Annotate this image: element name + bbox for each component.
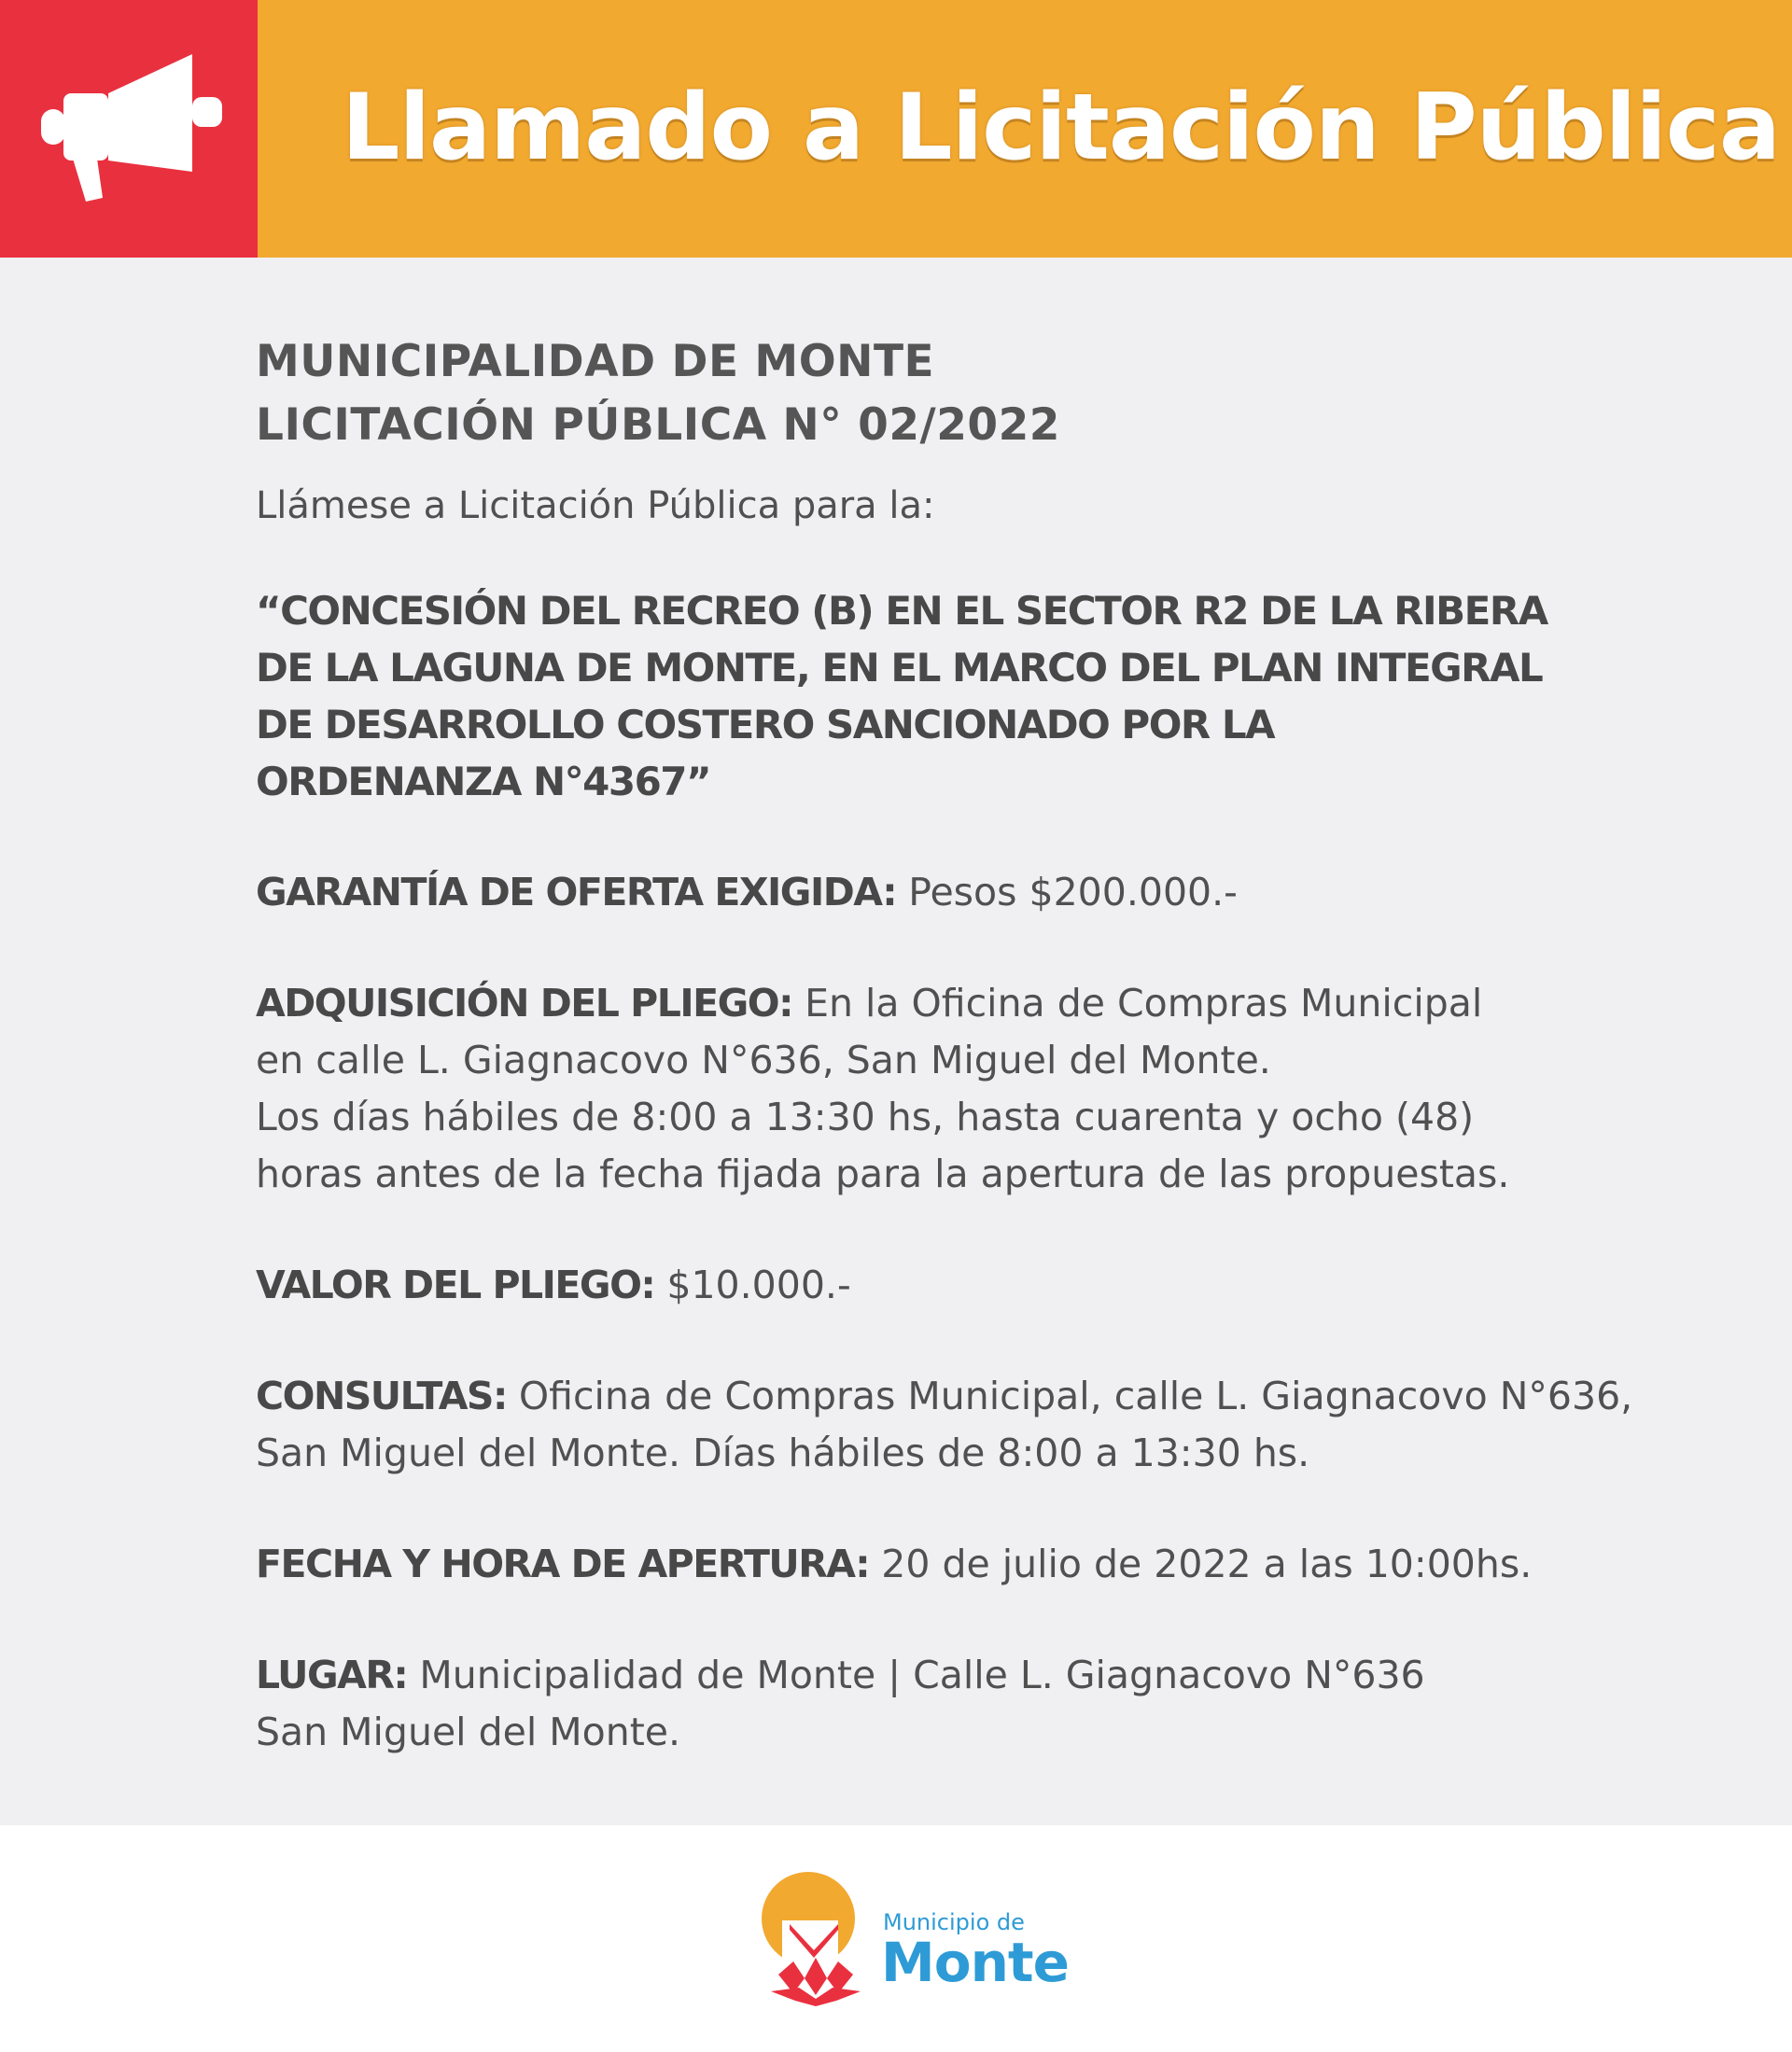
acquisition-line: horas antes de la fecha fijada para la apertura de las propuestas. — [256, 1152, 1510, 1196]
queries-label: CONSULTAS: — [256, 1374, 507, 1418]
guarantee-value: Pesos $200.000.- — [908, 870, 1238, 914]
opening-label: FECHA Y HORA DE APERTURA: — [256, 1542, 870, 1586]
heading-tender-number: LICITACIÓN PÚBLICA N° 02/2022 — [256, 399, 1061, 451]
heading-municipality: MUNICIPALIDAD DE MONTE — [256, 336, 935, 387]
queries-line: San Miguel del Monte. Días hábiles de 8:00 a 13:30 hs. — [256, 1431, 1310, 1475]
title-bar — [258, 0, 1792, 258]
acquisition-text: En la Oficina de Compras Municipal — [805, 981, 1483, 1026]
notice-content — [256, 330, 1674, 1761]
opening-value: 20 de julio de 2022 a las 10:00hs. — [881, 1542, 1533, 1586]
queries-section — [256, 1368, 1674, 1482]
notice-heading — [256, 330, 1674, 457]
acquisition-line: en calle L. Giagnacovo N°636, San Miguel del Monte. — [256, 1038, 1271, 1082]
acquisition-line — [256, 975, 1674, 1032]
object-line: “CONCESIÓN DEL RECREO (B) EN EL SECTOR R2 DE LA RIBERA — [256, 588, 1547, 634]
municipio-logo — [762, 1872, 1088, 2021]
footer — [0, 1825, 1792, 2052]
queries-line — [256, 1368, 1674, 1425]
logo-mark-icon — [762, 1872, 883, 2021]
acquisition-line: Los días hábiles de 8:00 a 13:30 hs, hasta cuarenta y ocho (48) — [256, 1095, 1475, 1139]
page-title: Llamado a Licitación Pública — [342, 75, 1781, 181]
object-line: DE DESARROLLO COSTERO SANCIONADO POR LA — [256, 702, 1275, 747]
opening-section — [256, 1536, 1674, 1593]
guarantee-label: GARANTÍA DE OFERTA EXIGIDA: — [256, 870, 897, 914]
logo-text-small: Municipio de — [883, 1909, 1025, 1935]
tender-object — [256, 582, 1674, 810]
place-text: Municipalidad de Monte | Calle L. Giagnacovo N°636 — [419, 1653, 1425, 1697]
logo-text-big: Monte — [881, 1931, 1069, 1994]
place-line — [256, 1647, 1674, 1704]
price-value: $10.000.- — [666, 1263, 851, 1307]
guarantee-section — [256, 864, 1674, 921]
intro-text: Llámese a Licitación Pública para la: — [256, 484, 935, 527]
place-section — [256, 1647, 1674, 1761]
megaphone-icon — [0, 0, 258, 258]
price-label: VALOR DEL PLIEGO: — [256, 1263, 655, 1307]
header-banner — [0, 0, 1792, 258]
icon-box — [0, 0, 258, 258]
object-line: ORDENANZA N°4367” — [256, 759, 711, 804]
acquisition-label: ADQUISICIÓN DEL PLIEGO: — [256, 981, 793, 1026]
acquisition-section — [256, 975, 1674, 1203]
queries-text: Oficina de Compras Municipal, calle L. Giagnacovo N°636, — [518, 1374, 1633, 1418]
notice-body — [0, 258, 1792, 1825]
price-section — [256, 1257, 1674, 1314]
place-label: LUGAR: — [256, 1653, 408, 1697]
place-line: San Miguel del Monte. — [256, 1710, 681, 1754]
object-line: DE LA LAGUNA DE MONTE, EN EL MARCO DEL PLAN INTEGRAL — [256, 645, 1543, 691]
